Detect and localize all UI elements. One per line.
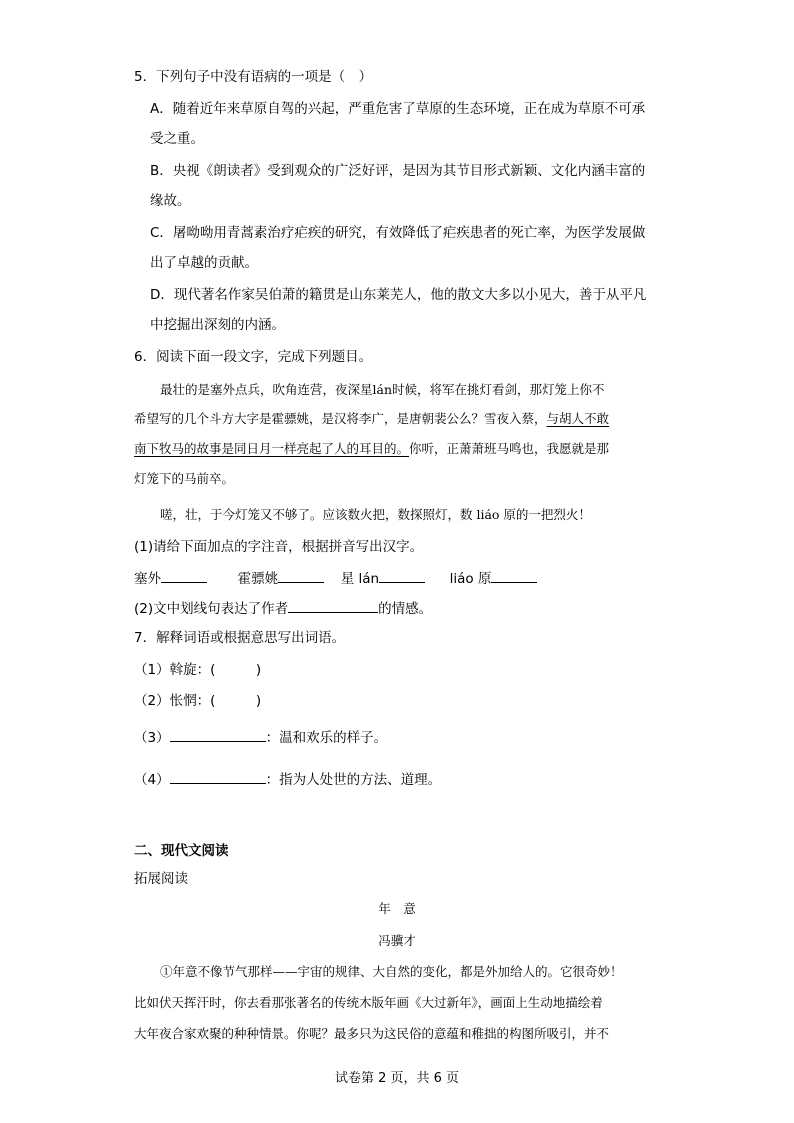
q7-item-4 — [134, 769, 441, 789]
fill-label-1: 塞外 — [134, 571, 161, 587]
answer-blank-3[interactable] — [379, 568, 425, 583]
passage-line-5: 嗟，壮，于今灯笼又不够了。应该数火把，数探照灯，数 liáo 原的一把烈火！ — [160, 507, 591, 522]
underlined-sentence-end: 南下牧马的故事是同日月一样亮起了人的耳目的。 — [134, 441, 410, 456]
passage-line-4: 灯笼下的马前卒。 — [134, 471, 235, 486]
answer-blank-1[interactable] — [161, 568, 207, 583]
section-subheading: 拓展阅读 — [134, 871, 188, 887]
q7-item-4-text: ：指为人处世的方法、道理。 — [265, 772, 442, 788]
article-title: 年 意 — [378, 901, 416, 916]
q7-item-1: （1）斡旋：( ) — [134, 662, 262, 678]
q5-option-c-line1: C．屠呦呦用青蒿素治疗疟疾的研究，有效降低了疟疾患者的死亡率，为医学发展做 — [150, 225, 646, 241]
fill-label-4: liáo 原 — [449, 571, 492, 587]
q6-stem: 6．阅读下面一段文字，完成下列题目。 — [134, 349, 373, 365]
q5-option-d-line1: D．现代著名作家吴伯萧的籍贯是山东莱芜人，他的散文大多以小见大，善于从平凡 — [150, 287, 647, 303]
q5-option-a-line2: 受之重。 — [150, 131, 204, 147]
q6-sub2 — [134, 598, 432, 618]
underlined-sentence-start: 与胡人不敢 — [546, 411, 610, 426]
answer-blank-2[interactable] — [278, 568, 324, 583]
q5-option-a-line1: A．随着近年来草原自驾的兴起，严重危害了草原的生态环境，正在成为草原不可承 — [150, 101, 646, 117]
passage-line-3-text: 你听，正萧萧班马鸣也，我愿就是那 — [409, 441, 610, 456]
q7-stem: 7．解释词语或根据意思写出词语。 — [134, 630, 346, 646]
q7-item-4-num: （4） — [134, 772, 170, 788]
article-line-1: ①年意不像节气那样——宇宙的规律、大自然的变化，都是外加给人的。它很奇妙！ — [160, 964, 623, 979]
passage-line-1: 最壮的是塞外点兵，吹角连营，夜深星lán时候，将军在挑灯看剑，那灯笼上你不 — [160, 382, 605, 397]
passage-line-2-text: 希望写的几个斗方大字是霍骠姚，是汉将李广，是唐朝裴公么？雪夜入蔡， — [134, 411, 547, 426]
answer-blank-7[interactable] — [170, 769, 266, 784]
q7-item-3 — [134, 727, 387, 747]
q6-fill-row — [134, 568, 537, 588]
passage-line-2 — [134, 410, 609, 428]
article-author: 冯骥才 — [378, 933, 416, 948]
article-line-3: 大年夜合家欢聚的种种情景。你呢？最多只为这民俗的意蕴和稚拙的构图所吸引，并不 — [134, 1026, 610, 1041]
q5-option-c-line2: 出了卓越的贡献。 — [150, 255, 258, 271]
article-line-2: 比如伏天挥汗时，你去看那张著名的传统木版年画《大过新年》，画面上生动地描绘着 — [134, 995, 603, 1010]
q7-item-3-text: ：温和欢乐的样子。 — [265, 730, 388, 746]
q6-sub2-text-a: (2)文中划线句表达了作者 — [134, 601, 289, 617]
page-footer: 试卷第 2 页，共 6 页 — [334, 1071, 460, 1086]
q5-option-b-line2: 缘故。 — [150, 193, 191, 209]
fill-label-3: 星 lán — [340, 571, 380, 587]
answer-blank-4[interactable] — [491, 568, 537, 583]
answer-blank-6[interactable] — [170, 727, 266, 742]
q5-option-d-line2: 中挖掘出深刻的内涵。 — [150, 317, 285, 333]
q5-stem: 5．下列句子中没有语病的一项是（ ） — [134, 69, 373, 85]
answer-blank-5[interactable] — [288, 598, 378, 613]
q6-sub2-text-b: 的情感。 — [378, 601, 433, 617]
section-heading: 二、现代文阅读 — [134, 843, 229, 859]
q6-sub1: (1)请给下面加点的字注音，根据拼音写出汉字。 — [134, 539, 424, 555]
fill-label-2: 霍骠姚 — [237, 571, 279, 587]
q7-item-2: （2）怅惘：( ) — [134, 693, 262, 709]
passage-line-3 — [134, 440, 609, 458]
q5-option-b-line1: B．央视《朗读者》受到观众的广泛好评，是因为其节目形式新颖、文化内涵丰富的 — [150, 163, 646, 179]
q7-item-3-num: （3） — [134, 730, 170, 746]
